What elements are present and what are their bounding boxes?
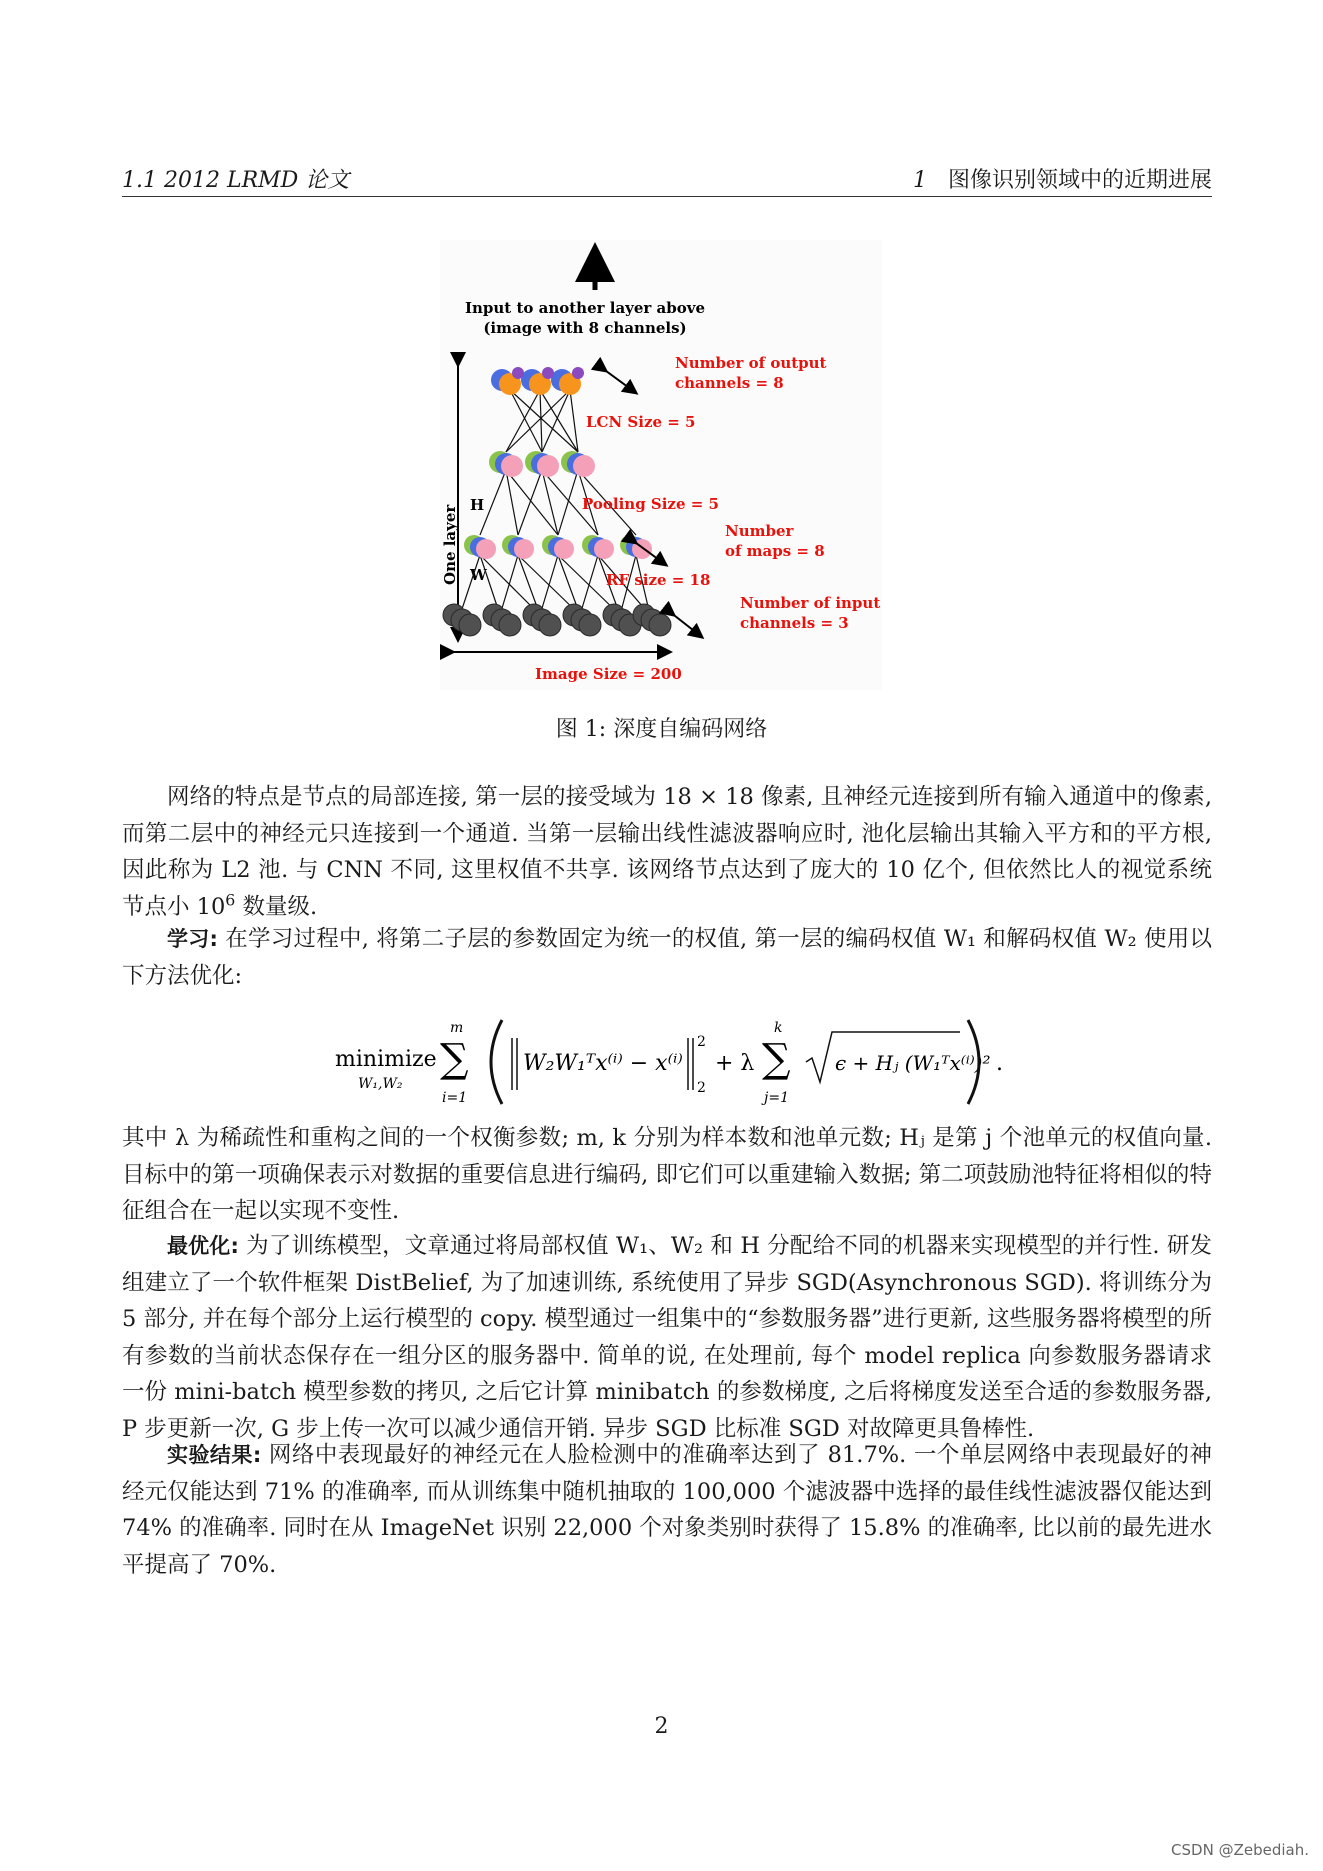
equation-subscript: W₁,W₂ bbox=[358, 1076, 403, 1092]
equation-svg bbox=[330, 1010, 1030, 1115]
sum-upper-1: m bbox=[450, 1020, 464, 1036]
one-layer-label: One layer bbox=[441, 504, 459, 585]
paragraph-3-text: 其中 λ 为稀疏性和重构之间的一个权衡参数; m, k 分别为样本数和池单元数; Hⱼ 是第 j 个池单元的权值向量. 目标中的第一项确保表示对数据的重要信息进行编码, 即它们可以重建输入数据; 第二项鼓励池特征将相似的特征组合在一起以实现不变性. bbox=[122, 1125, 1212, 1224]
paragraph-2-text: 在学习过程中, 将第二子层的参数固定为统一的权值, 第一层的编码权值 W₁ 和解码权值 W₂ 使用以下方法优化: bbox=[122, 926, 1212, 989]
paragraph-3 bbox=[122, 1120, 1212, 1230]
paragraph-4-text: 为了训练模型，文章通过将局部权值 W₁、W₂ 和 H 分配给不同的机器来实现模型的并行性. 研发组建立了一个软件框架 DistBelief, 为了加速训练, 系统使用了异步 SGD(Asynchronous SGD). 将训练分为 5 部分, 并在每个部分上运行模型的 copy. 模型通过一组集中的“参数服务器”进行更新, 这些服务器将模型的所有参数的当前状态保存在一组分区的服务器中. 简单的说, 在处理前, 每个 model replica 向参数服务器请求一份 mini-batch 模型参数的拷贝, 之后它计算 minibatch 的参数梯度, 之后将梯度发送至合适的参数服务器, P 步更新一次, G 步上传一次可以减少通信开销. 异步 SGD 比标准 SGD 对故障更具鲁棒性. bbox=[122, 1233, 1213, 1442]
image-size-label: Image Size = 200 bbox=[535, 665, 682, 683]
paragraph-1 bbox=[122, 779, 1212, 925]
watermark: CSDN @Zebediah. bbox=[1171, 1841, 1309, 1859]
equation-period: . bbox=[996, 1051, 1003, 1076]
optimization-label: 最优化: bbox=[167, 1234, 239, 1258]
paragraph-4 bbox=[122, 1228, 1212, 1447]
norm-term: W₂W₁ᵀx⁽ⁱ⁾ − x⁽ⁱ⁾ bbox=[523, 1051, 683, 1076]
top-label-2: (image with 8 channels) bbox=[483, 319, 687, 337]
pooling-size-label: Pooling Size = 5 bbox=[582, 495, 719, 513]
network-figure bbox=[440, 240, 882, 690]
norm-subscript: 2 bbox=[697, 1080, 706, 1096]
norm-superscript: 2 bbox=[697, 1034, 706, 1050]
output-channels-label-1: Number of output bbox=[675, 354, 827, 372]
page-number: 2 bbox=[654, 1714, 669, 1739]
top-label-1: Input to another layer above bbox=[464, 299, 706, 317]
left-paren bbox=[491, 1020, 502, 1104]
sum-lower-2: j=1 bbox=[764, 1090, 789, 1106]
plus-lambda: + λ bbox=[715, 1051, 755, 1076]
objective-equation bbox=[330, 1010, 1030, 1115]
paragraph-1-text: 网络的特点是节点的局部连接, 第一层的接受域为 18 × 18 像素, 且神经元连接到所有输入通道中的像素, 而第二层中的神经元只连接到一个通道. 当第一层输出线性滤波器响应时, 池化层输出其输入平方和的平方根, 因此称为 L2 池. 与 CNN 不同, 这里权值不共享. 该网络节点达到了庞大的 10 亿个, 但依然比人的视觉系统节点小 10 bbox=[122, 784, 1212, 920]
rf-size-label: RF size = 18 bbox=[606, 571, 711, 589]
w-label: W bbox=[470, 566, 487, 584]
autoencoder-diagram bbox=[440, 240, 882, 690]
chapter-header bbox=[913, 163, 1212, 194]
num-maps-label-1: Number bbox=[725, 522, 794, 540]
equation-minimize: minimize bbox=[335, 1047, 437, 1072]
figure-caption: 图 1: 深度自编码网络 bbox=[555, 717, 768, 742]
paragraph-1-end: 数量级. bbox=[235, 893, 318, 920]
results-label: 实验结果: bbox=[167, 1443, 262, 1467]
sum-lower-1: i=1 bbox=[442, 1090, 468, 1106]
paragraph-5-text: 网络中表现最好的神经元在人脸检测中的准确率达到了 81.7%. 一个单层网络中表现最好的神经元仅能达到 71% 的准确率, 而从训练集中随机抽取的 100,000 个滤波器中选择的最佳线性滤波器仅能达到 74% 的准确率. 同时在从 ImageNet 识别 22,000 个对象类别时获得了 15.8% 的准确率, 比以前的最先进水平提高了 70%. bbox=[122, 1442, 1212, 1578]
h-label: H bbox=[470, 496, 485, 514]
pooling-nodes bbox=[489, 451, 595, 477]
lcn-size-label: LCN Size = 5 bbox=[586, 413, 696, 431]
paragraph-2 bbox=[122, 921, 1212, 994]
chapter-title: 图像识别领域中的近期进展 bbox=[947, 168, 1212, 193]
input-channels-label-2: channels = 3 bbox=[740, 614, 849, 632]
header-rule bbox=[122, 196, 1212, 197]
section-header: 1.1 2012 LRMD 论文 bbox=[122, 168, 350, 193]
output-channels-label-2: channels = 8 bbox=[675, 374, 784, 392]
running-header bbox=[122, 163, 1212, 193]
sum-upper-2: k bbox=[774, 1020, 783, 1036]
learning-label: 学习: bbox=[167, 927, 218, 951]
input-channels-label-1: Number of input bbox=[740, 594, 881, 612]
sum-symbol-1: ∑ bbox=[440, 1036, 469, 1082]
paragraph-5 bbox=[122, 1437, 1212, 1583]
paragraph-1-superscript: 6 bbox=[225, 890, 236, 909]
sum-symbol-2: ∑ bbox=[762, 1036, 791, 1082]
chapter-number: 1 bbox=[913, 168, 927, 193]
sqrt-body: ϵ + Hⱼ (W₁ᵀx⁽ⁱ⁾)² bbox=[835, 1051, 991, 1075]
num-maps-label-2: of maps = 8 bbox=[725, 542, 825, 560]
